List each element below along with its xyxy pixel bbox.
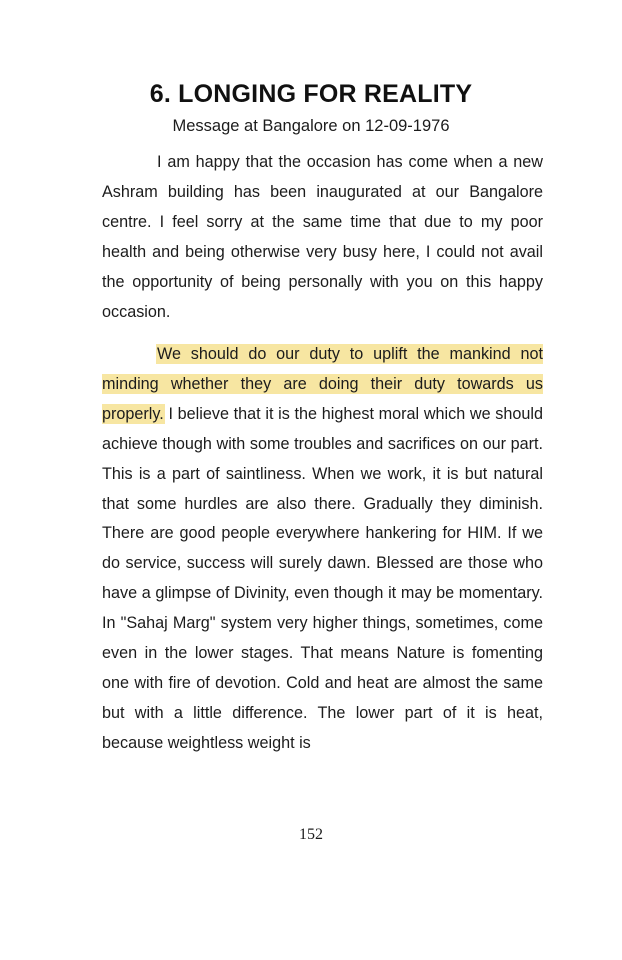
paragraph-2 <box>102 340 543 759</box>
paragraph-1-text: I am happy that the occasion has come when a new Ashram building has been inaugurated at our Bangalore centre. I feel sorry at the same time that due to my poor health and being otherwise very busy here, I could not avail the opportunity of being personally with you on this happy occasion. <box>102 153 543 321</box>
chapter-title: 6. LONGING FOR REALITY <box>149 80 473 108</box>
paragraph-1 <box>102 148 543 327</box>
paragraph-2-text: I believe that it is the highest moral which we should achieve though with some troubles and sacrifices on our part. This is a part of saintliness. When we work, it is but natural that some hurdles are also there. Gradually they diminish. There are good people everywhere hankering for HIM. If we do service, success will surely dawn. Blessed are those who have a glimpse of Divinity, even though it may be momentary. In "Sahaj Marg" system very higher things, sometimes, come even in the lower stages. That means Nature is fomenting one with fire of devotion. Cold and heat are almost the same but with a little difference. The lower part of it is heat, because weightless weight is <box>102 404 543 752</box>
highlighted-passage[interactable]: We should do our duty to uplift the mankind not minding whether they are doing their duty towards us properly. <box>102 345 543 423</box>
page-number: 152 <box>299 826 323 843</box>
chapter-subtitle: Message at Bangalore on 12-09-1976 <box>172 117 450 135</box>
